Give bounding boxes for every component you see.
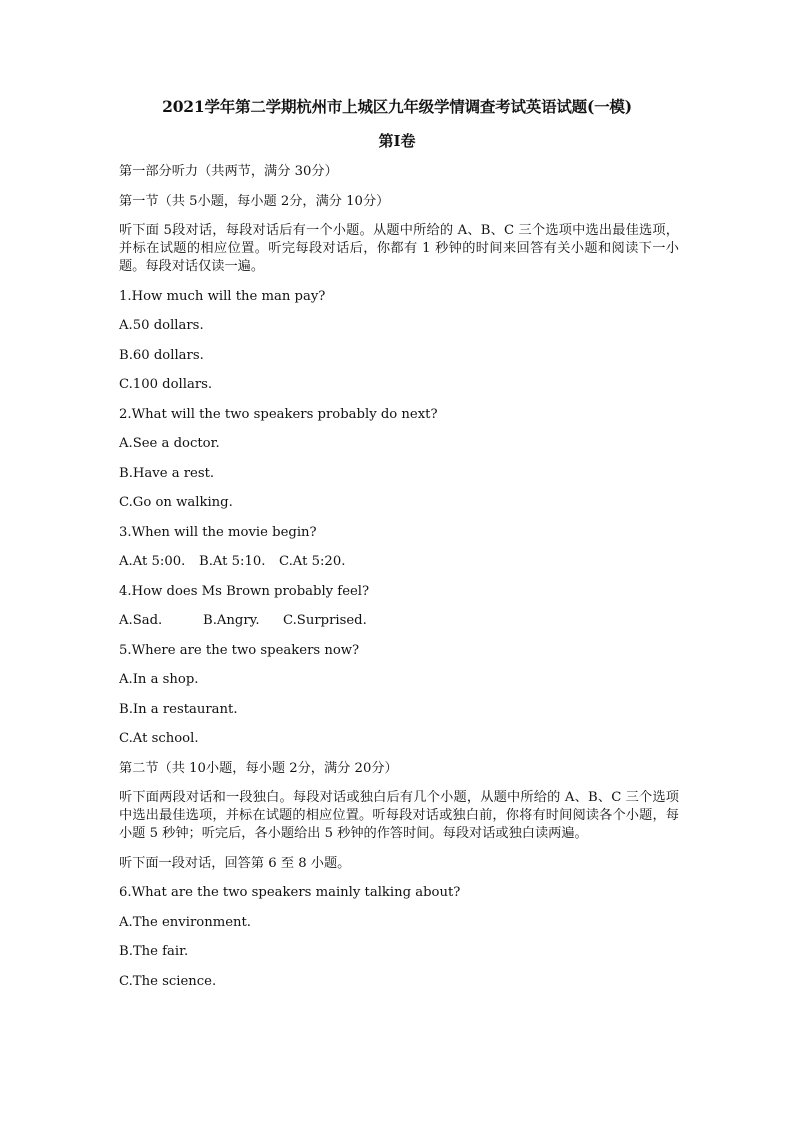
question-5-stem: 5.Where are the two speakers now? — [119, 642, 360, 658]
question-3-option-b: B.At 5:10. — [199, 554, 266, 569]
question-4-options — [119, 612, 679, 630]
question-1-option-c: C.100 dollars. — [119, 377, 213, 392]
question-1-option-a: A.50 dollars. — [119, 318, 204, 333]
question-2-option-a: A.See a doctor. — [119, 436, 220, 451]
question-4-option-c: C.Surprised. — [283, 613, 367, 628]
dialogue-intro: 听下面一段对话，回答第 6 至 8 小题。 — [119, 855, 351, 871]
question-5-option-a: A.In a shop. — [119, 672, 199, 687]
question-5-option-c: C.At school. — [119, 731, 199, 746]
volume-heading: 第I卷 — [378, 132, 416, 150]
question-3-option-a: A.At 5:00. — [119, 554, 186, 569]
exam-content — [119, 163, 679, 1002]
section1-instructions: 听下面 5段对话，每段对话后有一个小题。从题中所给的 A、B、C 三个选项中选出最佳选项，并标在试题的相应位置。听完每段对话后，你都有 1 秒钟的时间来回答有关小题和阅读下一小题。每段对话仅读一遍。 — [119, 223, 679, 274]
question-3-option-c: C.At 5:20. — [279, 554, 346, 569]
question-6-option-c: C.The science. — [119, 973, 217, 989]
section2-instructions: 听下面两段对话和一段独白。每段对话或独白后有几个小题，从题中所给的 A、B、C 三个选项中选出最佳选项，并标在试题的相应位置。听每段对话或独白前，你将有时间阅读各个小题，每小题 5 秒钟；听完后，各小题给出 5 秒钟的作答时间。每段对话或独白读两遍。 — [119, 790, 679, 841]
question-4-option-a: A.Sad. — [119, 613, 163, 628]
question-6-option-a: A.The environment. — [119, 914, 251, 930]
question-6-option-b: B.The fair. — [119, 944, 189, 959]
question-4-option-b: B.Angry. — [203, 613, 260, 628]
question-3-stem: 3.When will the movie begin? — [119, 524, 317, 540]
part1-heading: 第一部分听力（共两节，满分 30分） — [119, 164, 338, 179]
question-6-stem: 6.What are the two speakers mainly talking about? — [119, 885, 461, 900]
question-1-stem: 1.How much will the man pay? — [119, 288, 326, 304]
section2-heading: 第二节（共 10小题，每小题 2分，满分 20分） — [119, 760, 398, 776]
question-2-stem: 2.What will the two speakers probably do next? — [119, 406, 438, 422]
question-4-stem: 4.How does Ms Brown probably feel? — [119, 583, 370, 599]
question-3-options — [119, 553, 679, 571]
question-2-option-c: C.Go on walking. — [119, 495, 233, 510]
question-2-option-b: B.Have a rest. — [119, 465, 215, 481]
section1-heading: 第一节（共 5小题，每小题 2分，满分 10分） — [119, 193, 390, 209]
exam-title: 2021学年第二学期杭州市上城区九年级学情调查考试英语试题(一模) — [162, 97, 632, 116]
question-5-option-b: B.In a restaurant. — [119, 701, 238, 717]
question-1-option-b: B.60 dollars. — [119, 347, 204, 363]
